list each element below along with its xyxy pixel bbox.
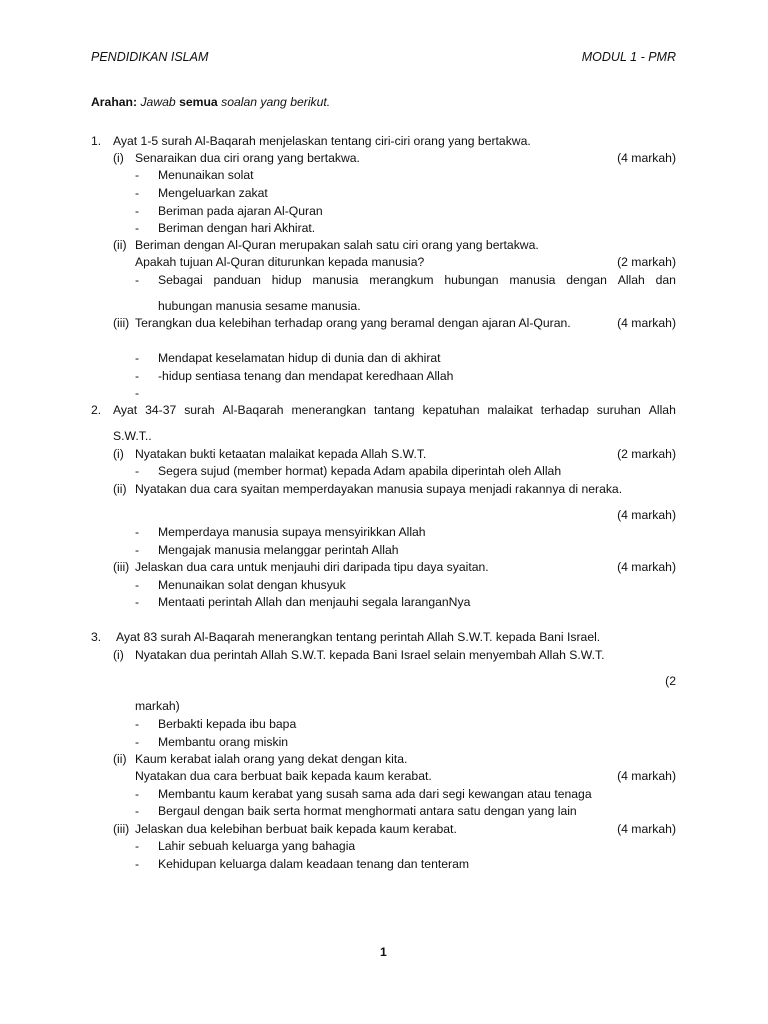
q1-i-label: (i) xyxy=(113,151,124,165)
q2-i-answer: Segera sujud (member hormat) kepada Adam apabila diperintah oleh Allah xyxy=(158,464,562,478)
q1-iii-label: (iii) xyxy=(113,316,130,330)
q3-stem: Ayat 83 surah Al-Baqarah menerangkan tentang perintah Allah S.W.T. kepada Bani Israel. xyxy=(116,630,601,644)
dash: - xyxy=(135,857,140,871)
q1-i-text: Senaraikan dua ciri orang yang bertakwa. xyxy=(135,151,360,165)
word: dengan xyxy=(566,273,607,287)
dash: - xyxy=(135,351,140,365)
word: Allah xyxy=(617,273,645,287)
dash: - xyxy=(135,735,140,749)
word: hidup xyxy=(271,273,302,287)
dash: - xyxy=(135,168,140,182)
q2-number: 2. xyxy=(91,403,102,417)
word: manusia xyxy=(312,273,359,287)
q1-iii-text: Terangkan dua kelebihan terhadap orang yang beramal dengan ajaran Al-Quran. xyxy=(135,316,571,330)
dash: - xyxy=(135,839,140,853)
word: Al-Baqarah xyxy=(222,403,284,417)
q2-iii-answer: Menunaikan solat dengan khusyuk xyxy=(158,578,346,592)
word: Allah xyxy=(648,403,676,417)
dash: - xyxy=(135,386,140,400)
q2-ii-marks: (4 markah) xyxy=(617,508,676,522)
q2-stem xyxy=(113,402,676,418)
q2-stem-continued: S.W.T.. xyxy=(113,429,152,443)
q3-iii-answer: Lahir sebuah keluarga yang bahagia xyxy=(158,839,356,853)
q1-ii-question: Apakah tujuan Al-Quran diturunkan kepada manusia? xyxy=(135,255,425,269)
dash: - xyxy=(135,369,140,383)
q2-iii-text: Jelaskan dua cara untuk menjauhi diri daripada tipu daya syaitan. xyxy=(135,560,489,574)
dash: - xyxy=(135,464,140,478)
word: menerangkan xyxy=(291,403,367,417)
q3-iii-answer: Kehidupan keluarga dalam keadaan tenang dan tenteram xyxy=(158,857,470,871)
q1-iii-answer: Mendapat keselamatan hidup di dunia dan di akhirat xyxy=(158,351,441,365)
q1-ii-marks: (2 markah) xyxy=(617,255,676,269)
q3-iii-text: Jelaskan dua kelebihan berbuat baik kepada kaum kerabat. xyxy=(135,822,457,836)
q3-i-marks-close: markah) xyxy=(135,699,180,713)
word: hubungan xyxy=(444,273,499,287)
instructions-word-3: soalan yang berikut. xyxy=(221,95,331,109)
q1-i-answer: Menunaikan solat xyxy=(158,168,254,182)
q1-stem: Ayat 1-5 surah Al-Baqarah menjelaskan tentang ciri-ciri orang yang bertakwa. xyxy=(113,134,531,148)
word: 34-37 xyxy=(145,403,177,417)
instructions-word-2: semua xyxy=(179,95,218,109)
instructions xyxy=(91,94,330,110)
word: terhadap xyxy=(540,403,589,417)
dash: - xyxy=(135,804,140,818)
q1-i-answer: Mengeluarkan zakat xyxy=(158,186,268,200)
q1-number: 1. xyxy=(91,134,102,148)
dash: - xyxy=(135,204,140,218)
q2-ii-text: Nyatakan dua cara syaitan memperdayakan manusia supaya menjadi rakannya di neraka. xyxy=(135,482,623,496)
q3-ii-answer: Bergaul dengan baik serta hormat menghormati antara satu dengan yang lain xyxy=(158,804,577,818)
q3-iii-label: (iii) xyxy=(113,822,130,836)
q3-number: 3. xyxy=(91,630,102,644)
q3-i-text: Nyatakan dua perintah Allah S.W.T. kepada Bani Israel selain menyembah Allah S.W.T. xyxy=(135,648,605,662)
q3-iii-marks: (4 markah) xyxy=(617,822,676,836)
dash: - xyxy=(135,525,140,539)
q2-ii-answer: Memperdaya manusia supaya mensyirikkan Allah xyxy=(158,525,426,539)
q2-iii-label: (iii) xyxy=(113,560,130,574)
q2-i-label: (i) xyxy=(113,447,124,461)
q2-ii-label: (ii) xyxy=(113,482,127,496)
word: suruhan xyxy=(596,403,641,417)
dash: - xyxy=(135,273,140,287)
dash: - xyxy=(135,221,140,235)
dash: - xyxy=(135,543,140,557)
q1-ii-text: Beriman dengan Al-Quran merupakan salah satu ciri orang yang bertakwa. xyxy=(135,238,539,252)
q2-i-marks: (2 markah) xyxy=(617,447,676,461)
word: panduan xyxy=(213,273,261,287)
q3-i-label: (i) xyxy=(113,648,124,662)
dash: - xyxy=(135,717,140,731)
q3-i-marks-open: (2 xyxy=(665,674,676,688)
instructions-word-1: Jawab xyxy=(140,95,176,109)
q2-ii-answer: Mengajak manusia melanggar perintah Allah xyxy=(158,543,399,557)
q1-ii-answer-continued: hubungan manusia sesame manusia. xyxy=(158,299,361,313)
word: manusia xyxy=(509,273,556,287)
word: Sebagai xyxy=(158,273,203,287)
q2-iii-marks: (4 markah) xyxy=(617,560,676,574)
dash: - xyxy=(135,787,140,801)
q3-i-answer: Berbakti kepada ibu bapa xyxy=(158,717,297,731)
q3-ii-text: Kaum kerabat ialah orang yang dekat dengan kita. xyxy=(135,752,408,766)
word: malaikat xyxy=(487,403,533,417)
header-subject: PENDIDIKAN ISLAM xyxy=(91,50,209,64)
q1-i-answer: Beriman pada ajaran Al-Quran xyxy=(158,204,323,218)
word: merangkum xyxy=(369,273,434,287)
dash: - xyxy=(135,578,140,592)
word: dan xyxy=(655,273,676,287)
q1-i-answer: Beriman dengan hari Akhirat. xyxy=(158,221,316,235)
instructions-label: Arahan: xyxy=(91,95,138,109)
q3-ii-question: Nyatakan dua cara berbuat baik kepada kaum kerabat. xyxy=(135,769,432,783)
word: kepatuhan xyxy=(422,403,480,417)
dash: - xyxy=(135,186,140,200)
q1-ii-answer xyxy=(158,272,676,288)
word: Ayat xyxy=(113,403,138,417)
q3-ii-answer: Membantu kaum kerabat yang susah sama ada dari segi kewangan atau tenaga xyxy=(158,787,592,801)
page-number: 1 xyxy=(380,945,387,959)
q2-iii-answer: Mentaati perintah Allah dan menjauhi segala laranganNya xyxy=(158,595,471,609)
q3-i-answer: Membantu orang miskin xyxy=(158,735,289,749)
dash: - xyxy=(135,595,140,609)
q1-iii-answer: -hidup sentiasa tenang dan mendapat keredhaan Allah xyxy=(158,369,454,383)
q1-ii-label: (ii) xyxy=(113,238,127,252)
q1-iii-marks: (4 markah) xyxy=(617,316,676,330)
q1-i-marks: (4 markah) xyxy=(617,151,676,165)
q2-i-text: Nyatakan bukti ketaatan malaikat kepada Allah S.W.T. xyxy=(135,447,427,461)
q3-ii-label: (ii) xyxy=(113,752,127,766)
word: surah xyxy=(184,403,215,417)
header-module: MODUL 1 - PMR xyxy=(581,50,676,64)
q3-ii-marks: (4 markah) xyxy=(617,769,676,783)
word: tantang xyxy=(373,403,415,417)
